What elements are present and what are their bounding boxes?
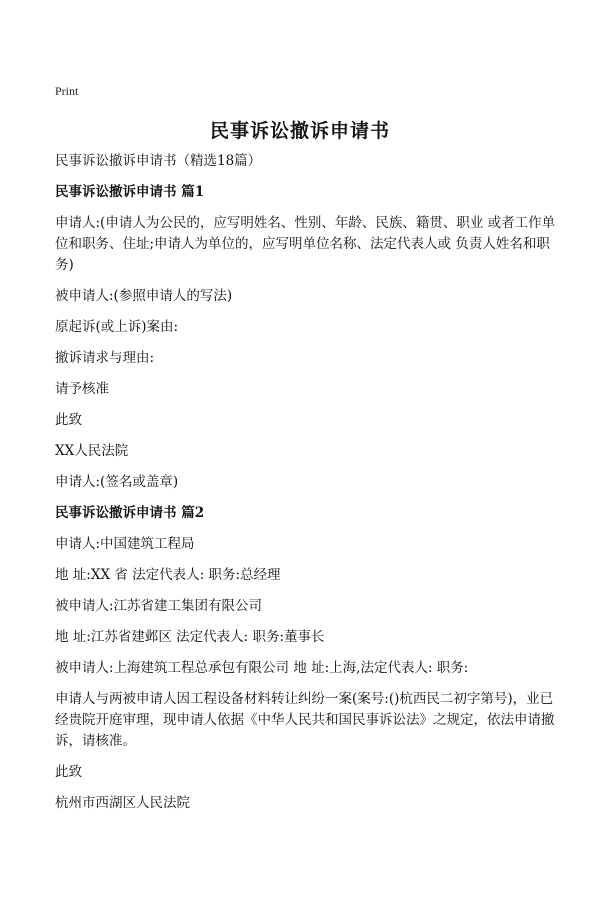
section2-court: 杭州市西湖区人民法院 [55,795,190,811]
section1-signature: 申请人:(签名或盖章) [55,474,179,490]
document-body [55,151,560,824]
section2-body: 申请人与两被申请人因工程设备材料转让纠纷一案(案号:()杭西民二初字第号)，业已经贵院开庭审理，现申请人依据《中华人民共和国民事诉讼法》之规定，依法申请撤诉，请核准。 [55,691,555,749]
page-title: 民事诉讼撤诉申请书 [209,120,390,142]
section1-applicant: 申请人:(申请人为公民的，应写明姓名、性别、年龄、民族、籍贯、职业 或者工作单位和职务、住址;申请人为单位的，应写明单位名称、法定代表人或 负责人姓名和职务) [55,215,556,273]
section1-to: 此致 [55,412,82,428]
print-link[interactable]: Print [55,84,79,98]
section2-address2: 地 址:江苏省建邺区 法定代表人: 职务:董事长 [55,629,325,645]
section2-respondent1: 被申请人:江苏省建工集团有限公司 [55,598,263,614]
section2-to: 此致 [55,764,82,780]
section1-please-verify: 请予核准 [55,381,109,397]
section1-original-case: 原起诉(或上诉)案由: [55,319,179,335]
section1-respondent: 被申请人:(参照申请人的写法) [55,288,233,304]
section2-heading: 民事诉讼撤诉申请书 篇2 [55,505,205,521]
section2-address1: 地 址:XX 省 法定代表人: 职务:总经理 [55,567,281,583]
section2-respondent2: 被申请人:上海建筑工程总承包有限公司 地 址:上海,法定代表人: 职务: [55,660,469,676]
document-subtitle: 民事诉讼撤诉申请书（精选18篇） [55,153,262,169]
section2-applicant: 申请人:中国建筑工程局 [55,536,195,552]
section1-court: XX人民法院 [55,443,129,459]
section1-heading: 民事诉讼撤诉申请书 篇1 [55,184,205,200]
section1-request: 撤诉请求与理由: [55,350,155,366]
